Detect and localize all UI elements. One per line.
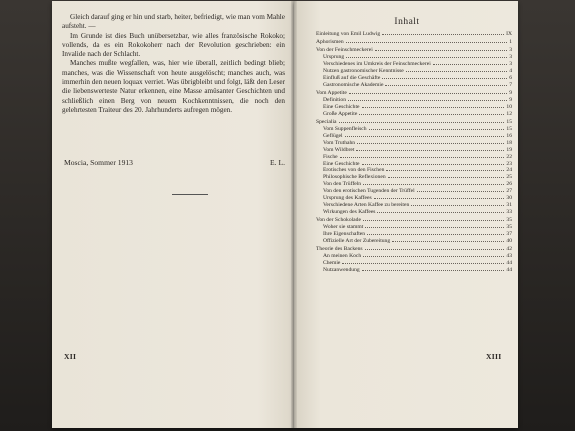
toc-entry-page: 16 <box>506 132 512 139</box>
toc-entry-page: 12 <box>506 110 512 117</box>
toc-leader-dots <box>365 227 504 228</box>
toc-entry-page: 35 <box>506 217 512 224</box>
toc-leader-dots <box>363 256 504 257</box>
toc-leader-dots <box>363 220 504 221</box>
toc-leader-dots <box>363 184 504 185</box>
toc-entry <box>316 188 512 195</box>
toc-leader-dots <box>339 122 505 123</box>
toc-entry-title: Eine Geschichte <box>323 160 360 167</box>
toc-entry-page: 18 <box>506 139 512 146</box>
toc-leader-dots <box>365 249 505 250</box>
toc-entry-title: Ihre Eigenschaften <box>323 230 366 237</box>
toc-leader-dots <box>340 157 505 158</box>
toc-entry <box>316 238 512 245</box>
preface-text <box>62 13 285 115</box>
toc-entry-title: Offizielle Art der Zubereitung <box>323 237 391 244</box>
toc-entry-page: 24 <box>506 167 512 174</box>
toc-entry-title: Ursprung <box>323 54 345 61</box>
toc-leader-dots <box>362 270 505 271</box>
toc-leader-dots <box>382 78 507 79</box>
toc-entry-title: Woher sie stammt <box>323 223 364 230</box>
preface-paragraph-3: Manches mußte wegfallen, was, hier wie überall, zeitlich bedingt blieb; manches, was die Wissenschaft von heute ausgelöscht; manches auch, was immerhin den neuen loquax verriet. Was übrigbleibt und folgt, läßt den Leser die liebenswerteste Natur erkennen, eine Masse amüsanter Geschichten und schließlich einen Berg von neuem Kochkenntnissen, die noch den gelehrtesten Traiteur des 20. Jahrhunderts aufregen mögen. <box>62 59 285 114</box>
toc-entry-page: 3 <box>509 61 512 68</box>
toc-entry <box>316 31 512 38</box>
toc-leader-dots <box>362 107 505 108</box>
toc-entry <box>316 39 512 46</box>
toc-entry-page: 43 <box>506 252 512 259</box>
toc-entry-page: 22 <box>506 153 512 160</box>
toc-entry-title: Verschiedene Arten Kaffee zu bereiten <box>323 201 410 208</box>
toc-leader-dots <box>346 42 508 43</box>
toc-entry-page: 40 <box>506 237 512 244</box>
toc-entry-title: Einleitung von Emil Ludwig <box>316 31 381 37</box>
toc-entry-page: 42 <box>506 245 512 252</box>
toc-entry-page: 19 <box>506 146 512 153</box>
toc-leader-dots <box>374 198 505 199</box>
toc-entry-page: 30 <box>506 195 512 202</box>
toc-entry <box>316 111 512 118</box>
preface-signature <box>64 158 285 167</box>
toc-entry-title: Eine Geschichte <box>323 103 360 110</box>
book-gutter <box>291 1 297 428</box>
toc-entry-title: Theorie des Backens <box>316 245 363 252</box>
end-rule <box>172 194 208 195</box>
toc-entry <box>316 147 512 154</box>
toc-leader-dots <box>342 263 504 264</box>
toc-entry-page: 31 <box>506 201 512 208</box>
toc-entry-title: Einfluß auf die Geschäfte <box>323 75 381 82</box>
toc-entry <box>316 202 512 209</box>
toc-leader-dots <box>411 205 504 206</box>
toc-entry-page: 3 <box>509 54 512 61</box>
toc-entry-page: 15 <box>506 125 512 132</box>
toc-leader-dots <box>369 129 505 130</box>
toc-entry-title: Chemie <box>323 259 341 266</box>
toc-entry <box>316 47 512 54</box>
toc-entry <box>316 133 512 140</box>
toc-entry-page: 15 <box>506 119 512 126</box>
place-date: Moscia, Sommer 1913 <box>64 158 133 167</box>
toc-entry <box>316 161 512 168</box>
toc-leader-dots <box>386 170 504 171</box>
toc-entry-title: An meinen Koch <box>323 252 362 259</box>
toc-entry-page: 1 <box>509 39 512 46</box>
toc-entry-page: 23 <box>506 160 512 167</box>
toc-leader-dots <box>417 191 505 192</box>
toc-entry-title: Große Appetite <box>323 110 358 117</box>
toc-entry-page: 26 <box>506 181 512 188</box>
toc-entry <box>316 126 512 133</box>
toc-entry-page: 37 <box>506 230 512 237</box>
toc-entry <box>316 68 512 75</box>
toc-entry-title: Fische <box>323 153 338 160</box>
toc-entry-title: Von der Feinschmeckerei <box>316 47 373 54</box>
toc-entry-title: Nutzanwendung <box>323 266 360 273</box>
toc-entry-page: 10 <box>506 103 512 110</box>
toc-entry-title: Von den Trüffeln <box>323 181 362 188</box>
toc-entry-title: Definition <box>323 97 346 104</box>
toc-entry-page: 7 <box>509 81 512 88</box>
toc-leader-dots <box>362 164 505 165</box>
toc-entry-title: Vom Truthahn <box>323 139 356 146</box>
toc-entry <box>316 253 512 260</box>
toc-entry-page: IX <box>506 31 512 37</box>
toc-title: Inhalt <box>394 17 420 27</box>
toc-leader-dots <box>359 114 504 115</box>
preface-paragraph-2: Im Grunde ist dies Buch unübersetzbar, wie alles französische Rokoko; vollends, da es ein Rokokoherr nach der Revolution geschrieben: ein Invalide nach der Schlacht. <box>62 31 285 59</box>
toc-entry <box>316 209 512 216</box>
toc-entry <box>316 104 512 111</box>
toc-entry-title: Vom Appetite <box>316 90 347 97</box>
toc-entry-page: 25 <box>506 174 512 181</box>
toc-entry-page: 44 <box>506 266 512 273</box>
toc-entry-page: 3 <box>509 47 512 54</box>
toc-entry-title: Specialia <box>316 119 337 126</box>
toc-entry <box>316 97 512 104</box>
toc-leader-dots <box>345 136 505 137</box>
toc-entry <box>316 119 512 126</box>
toc-entry-title: Vom Wildbret <box>323 146 355 153</box>
toc-entry <box>316 140 512 147</box>
toc-entry <box>316 54 512 61</box>
toc-entry <box>316 75 512 82</box>
toc-leader-dots <box>367 234 504 235</box>
toc-leader-dots <box>406 71 507 72</box>
page-number-right: XIII <box>486 352 502 361</box>
toc-entry-page: 6 <box>509 75 512 82</box>
toc-leader-dots <box>377 212 504 213</box>
toc-entry <box>316 260 512 267</box>
table-of-contents <box>316 31 512 274</box>
toc-entry <box>316 267 512 274</box>
toc-leader-dots <box>392 241 504 242</box>
toc-entry <box>316 224 512 231</box>
toc-entry-title: Erotisches von den Fischen <box>323 167 385 174</box>
toc-leader-dots <box>349 93 507 94</box>
preface-paragraph-1: Gleich darauf ging er hin und starb, heiter, befriedigt, wie man vom Mahle aufsteht. — <box>62 13 285 31</box>
page-number-left: XII <box>64 352 77 361</box>
toc-entry <box>316 61 512 68</box>
toc-entry-page: 4 <box>509 68 512 75</box>
toc-leader-dots <box>382 34 504 35</box>
toc-leader-dots <box>356 150 504 151</box>
toc-leader-dots <box>433 64 507 65</box>
toc-entry-page: 44 <box>506 259 512 266</box>
toc-entry-title: Wirkungen des Kaffees <box>323 208 376 215</box>
toc-entry <box>316 195 512 202</box>
toc-entry <box>316 82 512 89</box>
toc-entry-title: Ursprung des Kaffees <box>323 195 372 202</box>
toc-entry <box>316 154 512 161</box>
toc-leader-dots <box>375 50 507 51</box>
toc-leader-dots <box>385 85 507 86</box>
toc-entry-title: Gastronomische Akademie <box>323 81 384 88</box>
toc-entry-page: 27 <box>506 188 512 195</box>
toc-entry-title: Von der Schokolade <box>316 217 361 224</box>
toc-entry-title: Verschiedenes im Umkreis der Feinschmeckerei <box>323 61 431 68</box>
toc-entry <box>316 231 512 238</box>
toc-entry-title: Vom Suppenfleisch <box>323 125 367 132</box>
toc-leader-dots <box>346 57 507 58</box>
toc-entry-page: 33 <box>506 208 512 215</box>
toc-entry-page: 35 <box>506 223 512 230</box>
toc-entry-title: Von den erotischen Tugenden der Trüffel <box>323 188 415 195</box>
toc-entry <box>316 246 512 253</box>
toc-leader-dots <box>357 143 504 144</box>
toc-entry-page: 9 <box>509 97 512 104</box>
toc-entry-title: Nutzen gastronomischer Kenntnisse <box>323 68 404 75</box>
toc-leader-dots <box>388 177 505 178</box>
toc-entry <box>316 90 512 97</box>
toc-entry <box>316 217 512 224</box>
toc-entry-title: Philosophische Reflexionen <box>323 174 386 181</box>
toc-entry-title: Geflügel <box>323 132 343 139</box>
toc-entry-title: Aphorismen <box>316 39 344 46</box>
author-initials: E. L. <box>270 158 285 167</box>
toc-leader-dots <box>348 100 507 101</box>
toc-entry-page: 9 <box>509 90 512 97</box>
